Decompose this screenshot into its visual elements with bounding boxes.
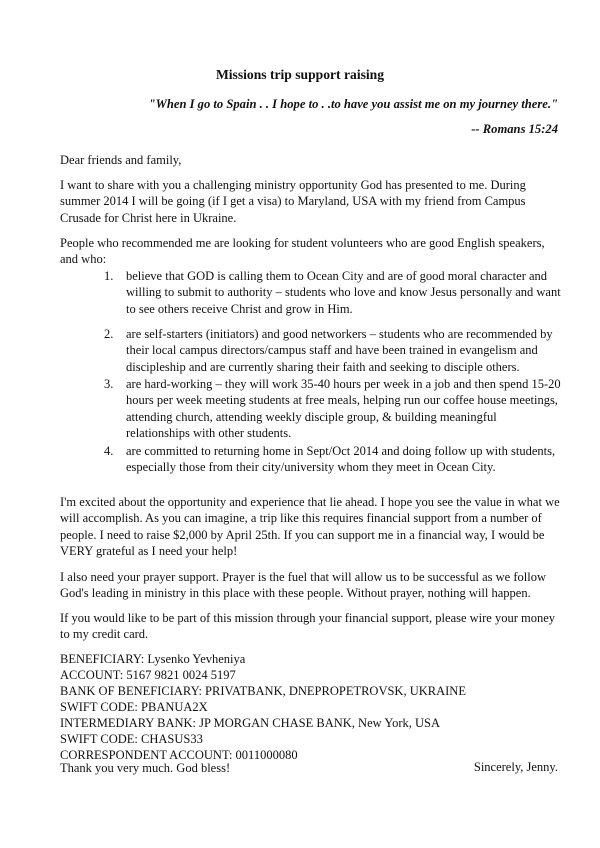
criteria-number: 1. <box>104 269 114 283</box>
signature: Sincerely, Jenny. <box>473 760 558 774</box>
fundraising-paragraph: I'm excited about the opportunity and experience that lie ahead. I hope you see the value in what we will accomplish. As you can imagine, a trip like this requires financial support from a number of people. I need to raise $2,000 by April 25th. If you can support me in a financial way, I would be VERY grateful as I need your help! <box>60 495 560 559</box>
scripture-citation: -- Romans 15:24 <box>471 122 558 136</box>
bank-beneficiary: BENEFICIARY: Lysenko Yevheniya <box>60 652 246 666</box>
intro-paragraph: I want to share with you a challenging ministry opportunity God has presented to me. During summer 2014 I will be going (if I get a visa) to Maryland, USA with my friend from Campus Crusade for Christ here in Ukraine. <box>60 178 526 225</box>
bank-account: ACCOUNT: 5167 9821 0024 5197 <box>60 668 236 682</box>
bank-of-beneficiary: BANK OF BENEFICIARY: PRIVATBANK, DNEPROPETROVSK, UKRAINE <box>60 684 466 698</box>
thanks-line: Thank you very much. God bless! <box>60 761 231 775</box>
intermediary-bank: INTERMEDIARY BANK: JP MORGAN CHASE BANK, New York, USA <box>60 716 441 730</box>
criteria-number: 4. <box>104 444 114 458</box>
intermediary-swift-code: SWIFT CODE: CHASUS33 <box>60 732 203 746</box>
criteria-text: are self-starters (initiators) and good networkers – students who are recommended by their local campus directors/campus staff and have been trained in evangelism and discipleship and are currently sharing their faith and seeking to disciple others. <box>126 327 553 374</box>
volunteer-requirements-intro: People who recommended me are looking for student volunteers who are good English speakers, and who: <box>60 236 545 267</box>
criteria-number: 2. <box>104 327 114 341</box>
prayer-paragraph: I also need your prayer support. Prayer is the fuel that will allow us to be successful as we follow God's leading in ministry in this place with these people. Without prayer, nothing will happen. <box>60 570 546 601</box>
criteria-number: 3. <box>104 377 114 391</box>
document-title: Missions trip support raising <box>215 67 385 82</box>
criteria-text: believe that GOD is calling them to Ocean City and are of good moral character and willing to submit to authority – students who love and know Jesus personally and want to see others receive Christ and grow in Him. <box>126 269 561 316</box>
greeting: Dear friends and family, <box>60 153 182 167</box>
criteria-text: are hard-working – they will work 35-40 hours per week in a job and then spend 15-20 hours per week meeting students at free meals, helping run our coffee house meetings, attending church, attending weekly disciple group, & building meaningful relationships with other students. <box>126 377 561 441</box>
criteria-text: are committed to returning home in Sept/Oct 2014 and doing follow up with students, especially those from their city/university whom they meet in Ocean City. <box>126 444 556 475</box>
wire-instructions-paragraph: If you would like to be part of this mission through your financial support, please wire your money to my credit card. <box>60 611 556 642</box>
scripture-quote: "When I go to Spain . . I hope to . .to have you assist me on my journey there." <box>148 97 558 111</box>
correspondent-account: CORRESPONDENT ACCOUNT: 0011000080 <box>60 748 298 762</box>
bank-swift-code: SWIFT CODE: PBANUA2X <box>60 700 208 714</box>
